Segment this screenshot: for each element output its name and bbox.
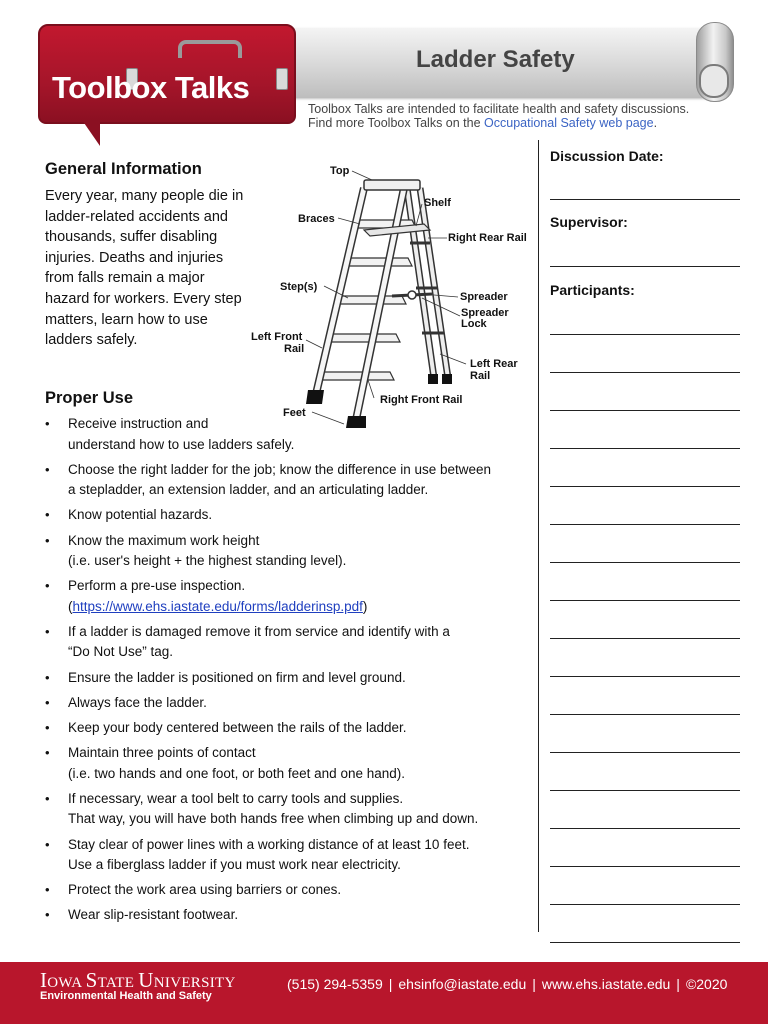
list-item (45, 693, 525, 714)
item-line: • Perform a pre-use inspection. (68, 578, 246, 594)
participant-line[interactable] (550, 600, 740, 601)
list-item (45, 668, 525, 689)
label-left-rear-rail-2: Rail (470, 370, 491, 382)
footer-phone[interactable]: (515) 294-5359 (287, 976, 383, 992)
label-left-front-rail-1: Left Front (251, 331, 303, 343)
label-left-front-rail-2: Rail (284, 343, 305, 355)
discussion-date-label: Discussion Date: (550, 148, 664, 164)
paren-close: ) (362, 598, 368, 614)
label-top: Top (330, 165, 350, 177)
participant-line[interactable] (550, 904, 740, 905)
wordmark-part: I (40, 968, 48, 992)
intro-text (308, 102, 748, 130)
item-line: • Wear slip-resistant footwear. (68, 907, 239, 923)
list-item (45, 576, 525, 617)
wordmark-part: U (138, 968, 154, 992)
label-spreader-lock-2: Lock (461, 318, 487, 330)
list-item (45, 718, 525, 739)
list-item (45, 743, 525, 784)
ladder-diagram (244, 158, 540, 436)
speech-tail-icon (82, 120, 100, 146)
item-line: a stepladder, an extension ladder, and an articulating ladder. (68, 482, 429, 498)
participant-line[interactable] (550, 638, 740, 639)
list-item (45, 622, 525, 663)
label-right-rear-rail: Right Rear Rail (448, 232, 527, 244)
label-braces: Braces (298, 213, 335, 225)
supervisor-line[interactable] (550, 266, 740, 267)
item-line: • Choose the right ladder for the job; know the difference in use between (68, 461, 492, 477)
footer-website[interactable]: www.ehs.iastate.edu (541, 976, 671, 992)
label-left-rear-rail-1: Left Rear (470, 358, 518, 370)
participant-line[interactable] (550, 448, 740, 449)
item-line: That way, you will have both hands free when climbing up and down. (68, 811, 479, 827)
list-item (45, 414, 525, 455)
page-title: Ladder Safety (416, 46, 575, 73)
item-line: • If a ladder is damaged remove it from service and identify with a (68, 623, 450, 639)
list-item (45, 905, 525, 926)
participant-line[interactable] (550, 752, 740, 753)
toolbox-handle-icon (178, 40, 242, 58)
item-line: • Know the maximum work height (68, 532, 260, 548)
brand-title: Toolbox Talks (52, 70, 250, 105)
item-line: understand how to use ladders safely. (68, 436, 295, 452)
footer-separator: | (532, 976, 536, 992)
label-spreader: Spreader (460, 291, 508, 303)
item-line: • Ensure the ladder is positioned on firm and level ground. (68, 669, 406, 685)
item-line (68, 597, 525, 618)
list-item (45, 789, 525, 830)
list-item (45, 505, 525, 526)
footer-contact (287, 976, 727, 992)
label-spreader-lock-1: Spreader (461, 307, 509, 319)
participant-line[interactable] (550, 942, 740, 943)
item-line: (i.e. two hands and one foot, or both feet and one hand). (68, 765, 405, 781)
label-right-front-rail: Right Front Rail (380, 394, 463, 406)
label-feet: Feet (283, 407, 306, 419)
participant-line[interactable] (550, 372, 740, 373)
participant-line[interactable] (550, 486, 740, 487)
department-name: Environmental Health and Safety (40, 990, 212, 1002)
intro-line-2 (308, 116, 748, 130)
participant-line[interactable] (550, 676, 740, 677)
list-item (45, 460, 525, 501)
participant-line[interactable] (550, 562, 740, 563)
general-information-text: Every year, many people die in ladder-related accidents and thousands, suffer disabling injuries. Deaths and injuries from falls remain a major hazard for workers. Every step matters, learn how to use ladders safely. (45, 188, 244, 349)
footer-separator: | (388, 976, 393, 992)
intro-prefix: Find more Toolbox Talks on the (308, 116, 485, 130)
list-item (45, 531, 525, 572)
item-line: • Protect the work area using barriers or cones. (68, 882, 342, 898)
footer-email[interactable]: ehsinfo@iastate.edu (398, 976, 527, 992)
proper-use-list (45, 414, 525, 931)
footer-separator: | (676, 976, 680, 992)
participant-line[interactable] (550, 866, 740, 867)
wordmark-part: OWA (47, 975, 86, 991)
item-line: • Know potential hazards. (68, 507, 213, 523)
scroll-curl-graphic (699, 64, 729, 98)
column-divider (538, 140, 539, 932)
list-item (45, 835, 525, 876)
wordmark-part: TATE (97, 975, 139, 991)
list-item (45, 880, 525, 901)
wordmark-part: NIVERSITY (153, 975, 236, 991)
participant-line[interactable] (550, 790, 740, 791)
intro-suffix: . (653, 116, 658, 130)
item-line: “Do Not Use” tag. (68, 644, 174, 660)
participant-line[interactable] (550, 524, 740, 525)
item-line: Use a fiberglass ladder if you must work near electricity. (68, 857, 401, 873)
supervisor-label: Supervisor: (550, 214, 628, 230)
item-line: • Maintain three points of contact (68, 745, 256, 761)
intro-line-1: Toolbox Talks are intended to facilitate health and safety discussions. (308, 102, 690, 116)
item-line: • Keep your body centered between the rails of the ladder. (68, 720, 407, 735)
participant-line[interactable] (550, 334, 740, 335)
participant-line[interactable] (550, 828, 740, 829)
participants-label: Participants: (550, 282, 635, 298)
participant-line[interactable] (550, 410, 740, 411)
toolbox-latch-icon (276, 68, 288, 90)
item-line: (i.e. user's height + the highest standing level). (68, 553, 347, 569)
item-line: • Stay clear of power lines with a working distance of at least 10 feet. (68, 836, 470, 852)
ladder-inspection-link[interactable]: https://www.ehs.iastate.edu/forms/ladderinsp.pdf (72, 598, 363, 614)
item-line: • Always face the ladder. (68, 694, 207, 710)
paren-open: ( (68, 598, 73, 614)
label-steps: Step(s) (280, 281, 318, 293)
general-information-heading: General Information (45, 160, 202, 178)
discussion-date-line[interactable] (550, 199, 740, 200)
footer-copyright: ©2020 (685, 976, 728, 992)
item-line: • Receive instruction and (68, 416, 209, 431)
participant-line[interactable] (550, 714, 740, 715)
wordmark-part: S (85, 968, 98, 992)
item-line: • If necessary, wear a tool belt to carry tools and supplies. (68, 790, 404, 806)
label-shelf: Shelf (424, 197, 451, 209)
occupational-safety-link[interactable]: Occupational Safety web page (484, 116, 654, 130)
proper-use-heading: Proper Use (45, 389, 134, 407)
